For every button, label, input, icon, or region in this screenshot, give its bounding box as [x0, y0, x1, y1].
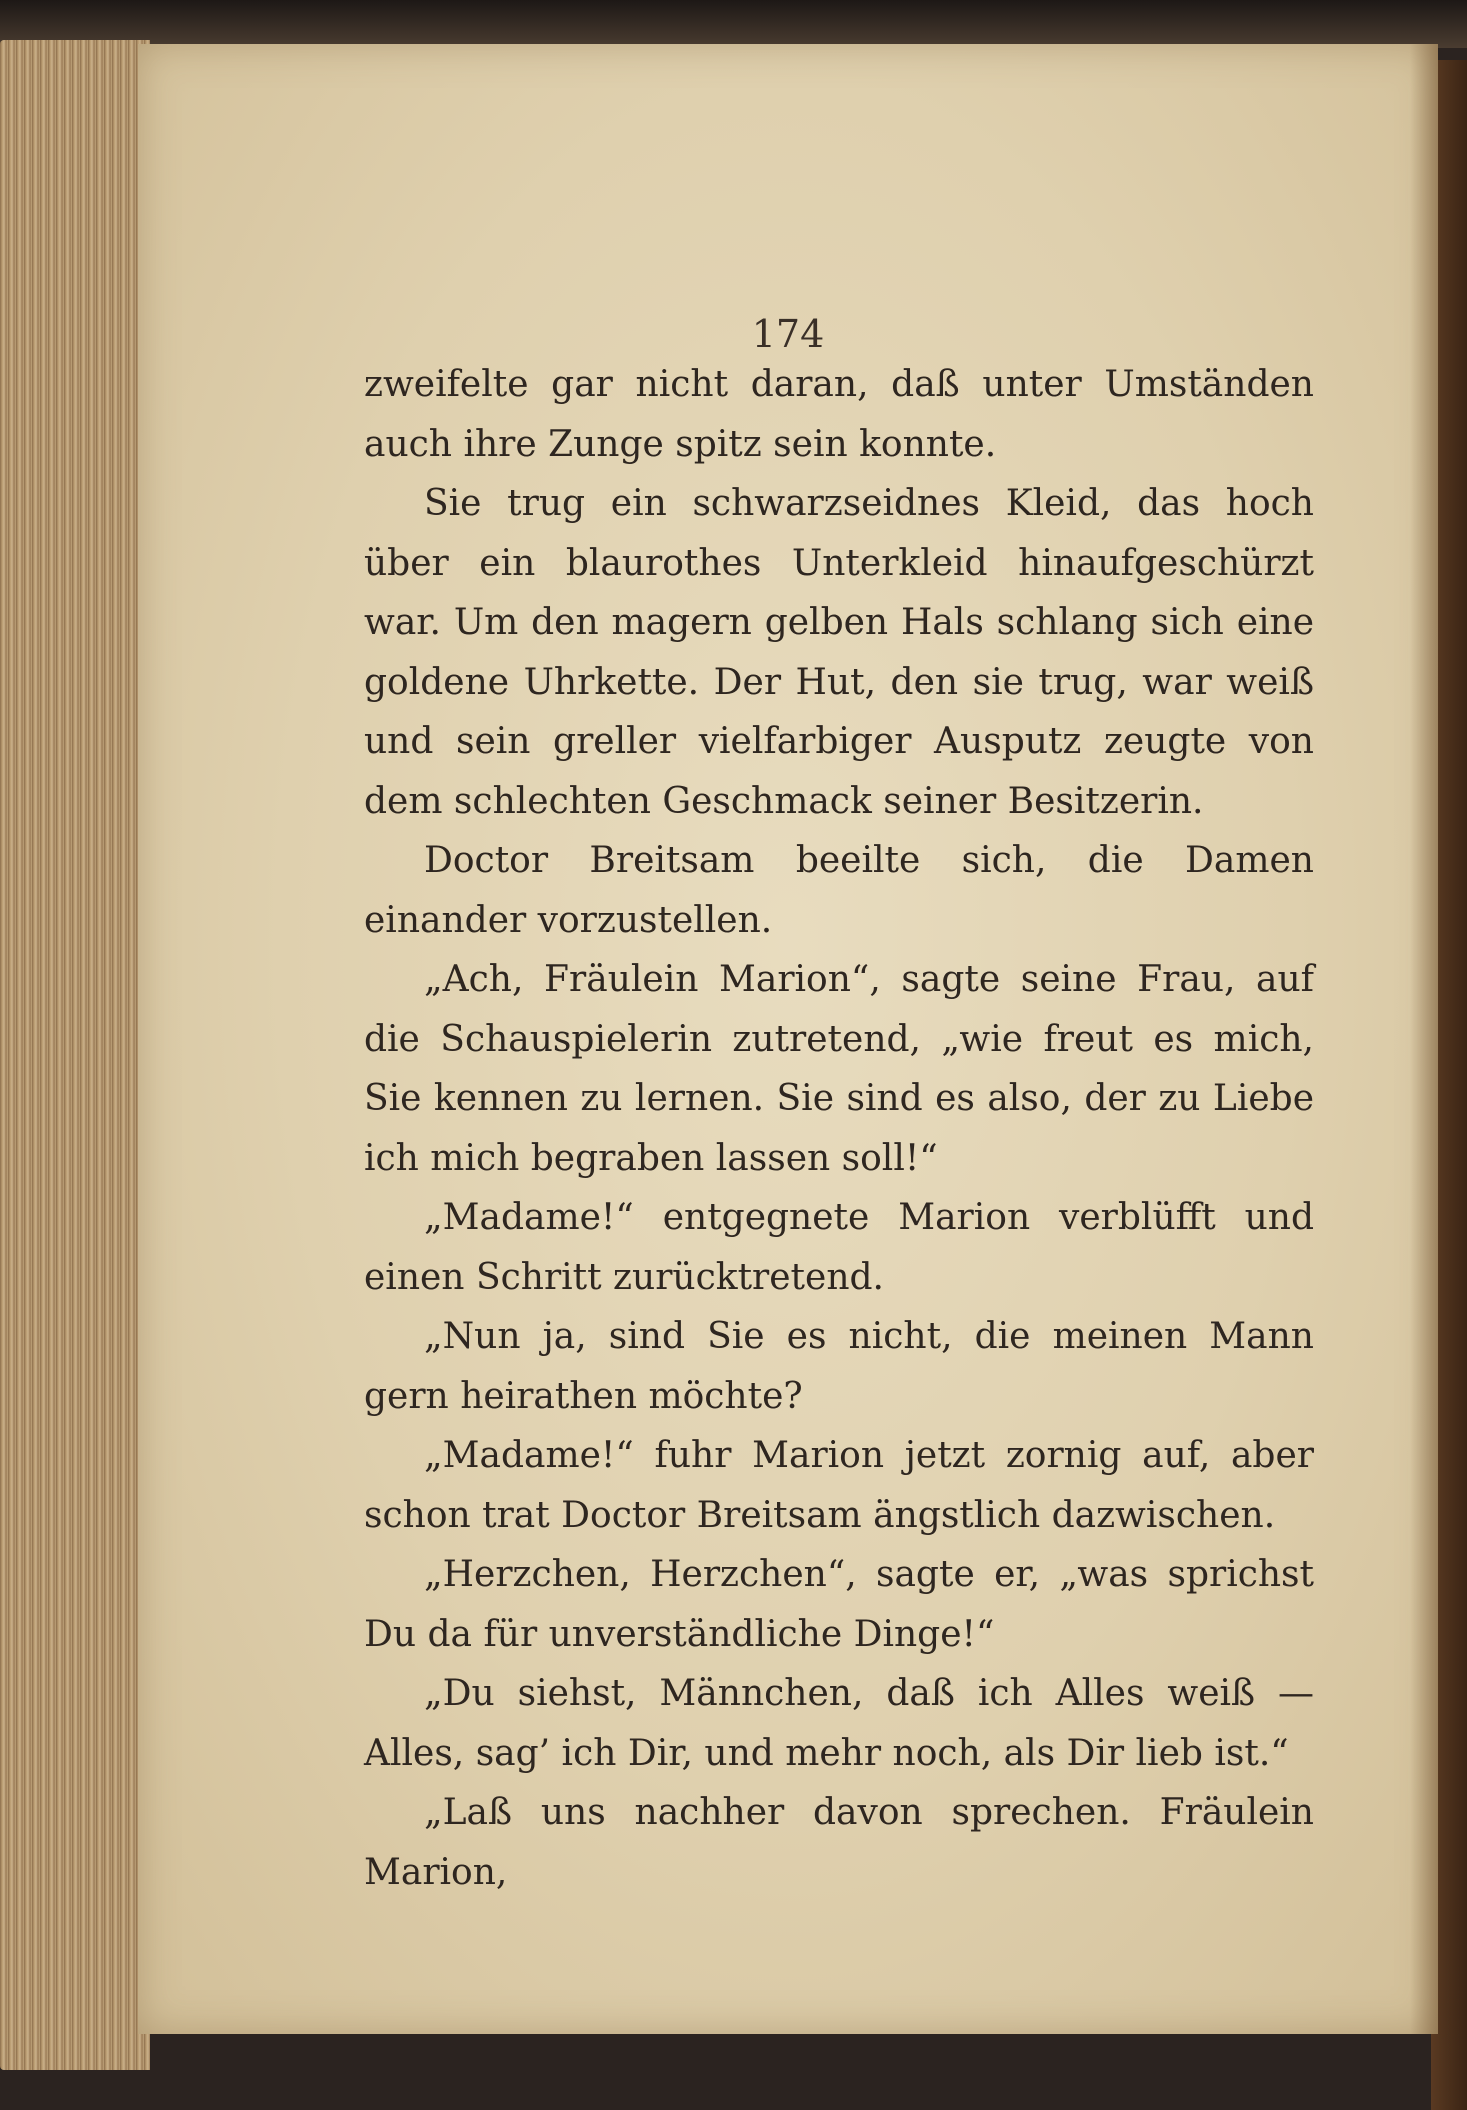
paragraph: „Madame!“ fuhr Marion jetzt zornig auf, aber schon trat Doctor Breitsam ängstlich dazwischen.: [364, 1435, 1314, 1536]
paragraph: Sie trug ein schwarzseidnes Kleid, das hoch über ein blaurothes Unterkleid hinaufgeschürzt war. Um den magern gelben Hals schlang sich eine goldene Uhrkette. Der Hut, den sie trug, war weiß und sein greller vielfarbiger Ausputz zeugte von dem schlechten Geschmack seiner Besitzerin.: [364, 483, 1314, 822]
scan-top-edge: [0, 0, 1467, 48]
page-number: 174: [751, 312, 825, 356]
paragraph: zweifelte gar nicht daran, daß unter Umständen auch ihre Zunge spitz sein konnte.: [364, 364, 1314, 465]
paragraph: „Du siehst, Männchen, daß ich Alles weiß — Alles, sag’ ich Dir, und mehr noch, als Dir lieb ist.“: [364, 1673, 1314, 1774]
paragraph: „Laß uns nachher davon sprechen. Fräulein Marion,: [364, 1792, 1314, 1893]
paragraph: „Nun ja, sind Sie es nicht, die meinen Mann gern heirathen möchte?: [364, 1316, 1314, 1417]
paragraph: „Madame!“ entgegnete Marion verblüfft und einen Schritt zurücktretend.: [364, 1197, 1314, 1298]
page-text: [364, 355, 1314, 1902]
paragraph: Doctor Breitsam beeilte sich, die Damen einander vorzustellen.: [364, 840, 1314, 941]
paragraph: „Herzchen, Herzchen“, sagte er, „was sprichst Du da für unverständliche Dinge!“: [364, 1554, 1314, 1655]
paragraph: „Ach, Fräulein Marion“, sagte seine Frau, auf die Schauspielerin zutretend, „wie freut es mich, Sie kennen zu lernen. Sie sind es also, der zu Liebe ich mich begraben lassen soll!“: [364, 959, 1314, 1179]
